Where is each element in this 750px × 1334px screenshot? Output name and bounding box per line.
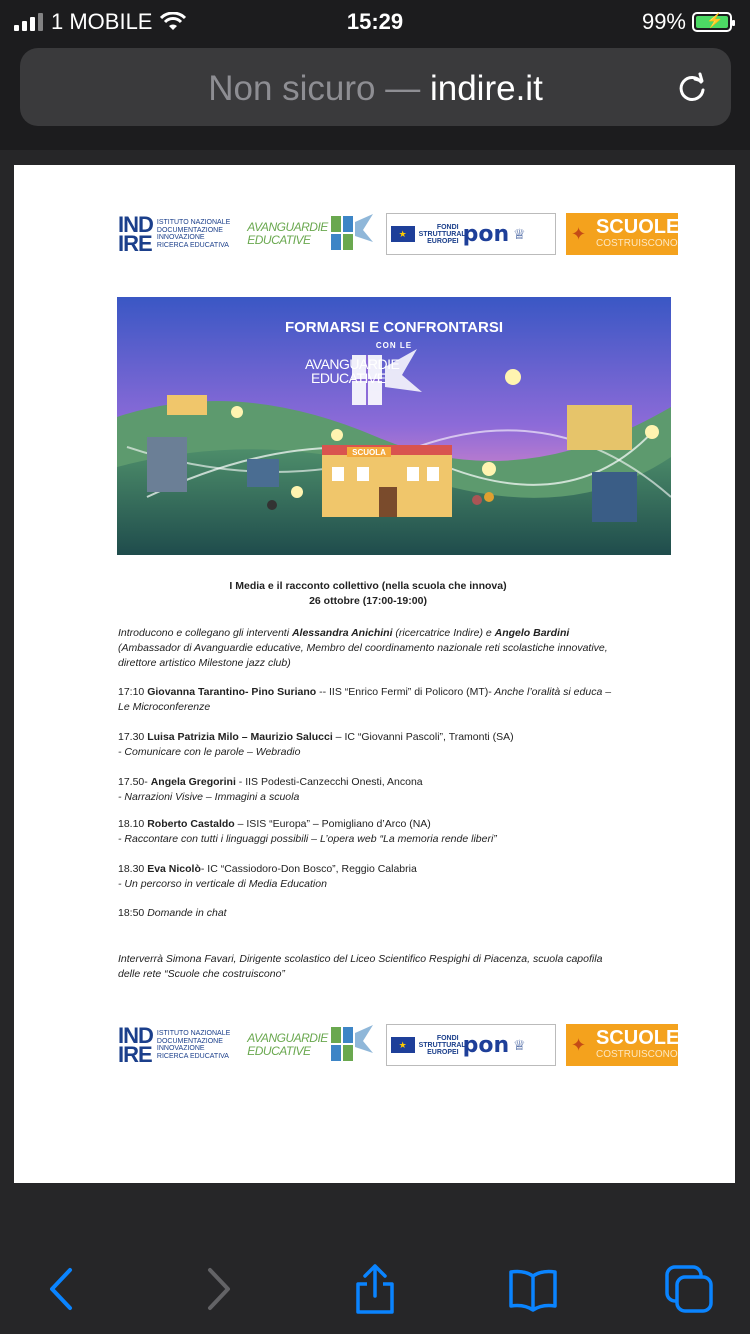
pon-logo: ★ FONDI STRUTTURALI EUROPEI pon ♕ <box>386 1024 556 1066</box>
tabs-button[interactable] <box>664 1264 714 1314</box>
banner-subtitle: CON LE <box>375 341 413 350</box>
web-viewport[interactable] <box>0 150 750 1246</box>
scuole-che-costruiscono-logo: ✦ SCUOLE COSTRUISCONO <box>566 213 678 255</box>
charging-bolt-icon: ⚡ <box>706 12 724 28</box>
event-banner <box>117 297 671 555</box>
document-page <box>14 165 735 1183</box>
eu-flag-icon: ★ <box>391 226 415 242</box>
browser-toolbar <box>0 1246 750 1334</box>
status-time: 15:29 <box>346 9 404 34</box>
scuole-mark-icon: ✦ <box>570 1035 587 1055</box>
forward-button[interactable] <box>192 1264 242 1314</box>
avanguardie-logo: AVANGUARDIE EDUCATIVE <box>247 212 375 256</box>
program-item: 17.50- Angela Gregorini - IIS Podesti-Canzecchi Onesti, Ancona - Narrazioni Visive – Immagini a scuola <box>118 776 423 803</box>
avanguardie-mark-icon <box>329 1023 375 1067</box>
logo-strip-top <box>118 212 678 256</box>
address-text[interactable] <box>20 69 731 109</box>
eu-flag-icon: ★ <box>391 1037 415 1053</box>
banner-school-sign: SCUOLA <box>352 448 386 457</box>
intro-speaker-1: Alessandra Anichini <box>291 627 393 639</box>
battery-icon <box>692 12 732 32</box>
security-warning: Non sicuro <box>208 69 376 108</box>
program-item: 17:10 Giovanna Tarantino- Pino Suriano -- IIS “Enrico Fermi” di Policoro (MT)- Anche l’oralità si educa – Le Microconferenze <box>118 686 612 713</box>
banner-title: FORMARSI E CONFRONTARSI <box>284 319 504 336</box>
program-closing: 18:50 Domande in chat <box>118 907 227 919</box>
scuole-mark-icon: ✦ <box>570 224 587 244</box>
intro-paragraph: Introducono e collegano gli interventi Alessandra Anichini (ricercatrice Indire) e Angelo Bardini (Ambassador di Avanguardie educative, Membro del coordinamento nazionale reti scolastiche innovative, direttore artistico Milestone jazz club) <box>118 627 608 669</box>
banner-brand: AVANGUARDIE EDUCATIVE <box>305 356 400 386</box>
share-button[interactable] <box>350 1264 400 1314</box>
address-bar[interactable] <box>20 48 731 126</box>
logo-strip-bottom <box>118 1023 678 1067</box>
closing-note: Interverrà Simona Favari, Dirigente scolastico del Liceo Scientifico Respighi di Piacenza, scuola capofila delle rete “Scuole che costruiscono” <box>118 953 603 980</box>
url-domain: indire.it <box>429 69 543 108</box>
status-bar <box>0 0 750 44</box>
battery-percent: 99% <box>641 9 686 34</box>
avanguardie-mark-icon <box>329 212 375 256</box>
event-title: I Media e il racconto collettivo (nella scuola che innova) <box>229 580 507 592</box>
carrier-label: 1 MOBILE <box>51 9 153 34</box>
reload-icon[interactable] <box>675 70 709 104</box>
program-item: 18.10 Roberto Castaldo – ISIS “Europa” – Pomigliano d’Arco (NA) - Raccontare con tutti i linguaggi possibili – L’opera web “La memoria rende liberi” <box>118 818 497 845</box>
back-button[interactable] <box>38 1264 88 1314</box>
indire-logo: IND IRE ISTITUTO NAZIONALE DOCUMENTAZIONE INNOVAZIONE RICERCA EDUCATIVA <box>118 1023 231 1067</box>
indire-logo: IND IRE ISTITUTO NAZIONALE DOCUMENTAZIONE INNOVAZIONE RICERCA EDUCATIVA <box>118 212 231 256</box>
avanguardie-logo: AVANGUARDIE EDUCATIVE <box>247 1023 375 1067</box>
event-title-block <box>118 579 618 609</box>
bookmarks-button[interactable] <box>508 1264 558 1314</box>
pon-logo: ★ FONDI STRUTTURALI EUROPEI pon ♕ <box>386 213 556 255</box>
scuole-che-costruiscono-logo: ✦ SCUOLE COSTRUISCONO <box>566 1024 678 1066</box>
program-item: 18.30 Eva Nicolò- IC “Cassiodoro-Don Bosco”, Reggio Calabria - Un percorso in verticale di Media Education <box>118 863 417 890</box>
event-date: 26 ottobre (17:00-19:00) <box>309 595 427 607</box>
intro-speaker-2: Angelo Bardini <box>494 627 570 639</box>
url-separator: — <box>385 69 421 108</box>
program-item: 17.30 Luisa Patrizia Milo – Maurizio Salucci – IC “Giovanni Pascoli”, Tramonti (SA) - Comunicare con le parole – Webradio <box>118 731 514 758</box>
